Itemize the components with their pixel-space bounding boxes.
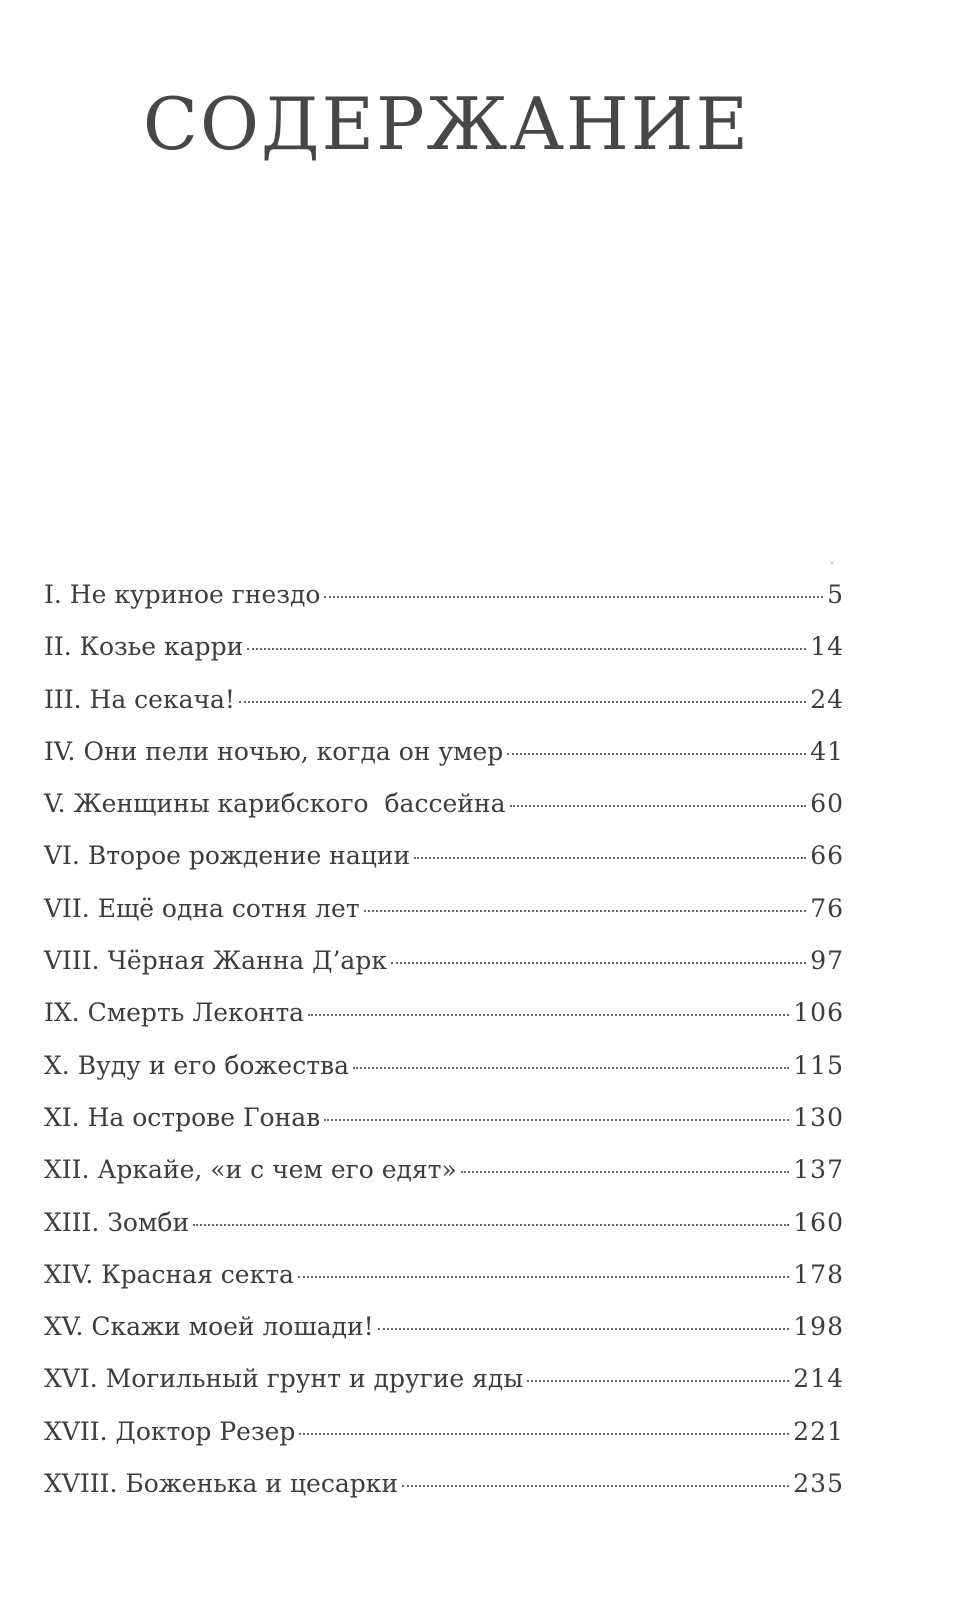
dot-leader xyxy=(298,1276,789,1278)
toc-entry xyxy=(44,737,844,789)
dot-leader xyxy=(193,1224,789,1226)
toc-entry xyxy=(44,946,844,998)
table-of-contents xyxy=(44,580,844,1521)
toc-entry-page: 235 xyxy=(793,1469,844,1499)
toc-entry-page: 24 xyxy=(810,684,844,714)
toc-entry-title: II. Козье карри xyxy=(44,632,244,662)
toc-entry-title: XVI. Могильный грунт и другие яды xyxy=(44,1364,524,1394)
print-speck xyxy=(831,562,833,564)
dot-leader xyxy=(507,753,806,755)
toc-entry-title: X. Вуду и его божества xyxy=(44,1050,350,1080)
toc-entry-page: 97 xyxy=(810,946,844,976)
toc-entry xyxy=(44,580,844,632)
dot-leader xyxy=(239,701,806,703)
toc-entry-title: VIII. Чёрная Жанна Д’арк xyxy=(44,946,387,976)
toc-entry-page: 198 xyxy=(793,1312,844,1342)
toc-entry-page: 106 xyxy=(793,998,844,1028)
toc-entry-title: V. Женщины карибского бассейна xyxy=(44,789,506,819)
dot-leader xyxy=(247,648,806,650)
toc-entry-page: 130 xyxy=(793,1102,844,1132)
toc-entry xyxy=(44,1312,844,1364)
toc-entry xyxy=(44,1051,844,1103)
toc-entry xyxy=(44,1103,844,1155)
toc-entry xyxy=(44,632,844,684)
toc-entry-page: 14 xyxy=(810,632,844,662)
toc-entry-page: 214 xyxy=(793,1364,844,1394)
toc-entry-page: 76 xyxy=(810,893,844,923)
toc-entry-title: XII. Аркайе, «и с чем его едят» xyxy=(44,1155,457,1185)
toc-entry-title: XIV. Красная секта xyxy=(44,1259,294,1289)
dot-leader xyxy=(510,805,807,807)
toc-entry-page: 160 xyxy=(793,1207,844,1237)
dot-leader xyxy=(461,1171,789,1173)
toc-entry xyxy=(44,998,844,1050)
dot-leader xyxy=(324,596,823,598)
toc-entry-title: IV. Они пели ночью, когда он умер xyxy=(44,736,504,766)
dot-leader xyxy=(378,1328,790,1330)
toc-entry-title: XIII. Зомби xyxy=(44,1207,190,1237)
toc-entry-page: 221 xyxy=(793,1416,844,1446)
dot-leader xyxy=(299,1433,789,1435)
toc-entry-page: 137 xyxy=(793,1155,844,1185)
dot-leader xyxy=(391,962,806,964)
toc-entry-page: 5 xyxy=(827,580,844,609)
dot-leader xyxy=(308,1014,789,1016)
page-title: СОДЕРЖАНИЕ xyxy=(142,82,751,166)
toc-entry-title: VII. Ещё одна сотня лет xyxy=(44,893,360,923)
toc-entry xyxy=(44,789,844,841)
dot-leader xyxy=(414,857,806,859)
toc-entry-page: 41 xyxy=(810,736,844,766)
toc-entry xyxy=(44,1417,844,1469)
dot-leader xyxy=(402,1485,789,1487)
dot-leader xyxy=(353,1067,789,1069)
toc-entry xyxy=(44,894,844,946)
toc-entry-title: XVII. Доктор Резер xyxy=(44,1416,296,1446)
toc-entry-title: XI. На острове Гонав xyxy=(44,1102,321,1132)
toc-entry xyxy=(44,1155,844,1207)
dot-leader xyxy=(527,1380,789,1382)
toc-entry xyxy=(44,1208,844,1260)
toc-entry-title: XVIII. Боженька и цесарки xyxy=(44,1469,399,1499)
toc-entry-page: 178 xyxy=(793,1259,844,1289)
toc-entry-title: III. На секача! xyxy=(44,684,235,714)
toc-entry-title: VI. Второе рождение нации xyxy=(44,841,411,871)
toc-entry-title: I. Не куриное гнездо xyxy=(44,580,321,609)
toc-entry-page: 115 xyxy=(793,1050,844,1080)
dot-leader xyxy=(364,910,807,912)
toc-entry-title: IX. Смерть Леконта xyxy=(44,998,305,1028)
toc-entry-title: XV. Скажи моей лошади! xyxy=(44,1312,374,1342)
toc-entry xyxy=(44,1469,844,1521)
toc-entry xyxy=(44,685,844,737)
toc-entry-page: 66 xyxy=(810,841,844,871)
toc-entry-page: 60 xyxy=(810,789,844,819)
dot-leader xyxy=(324,1119,789,1121)
toc-entry xyxy=(44,1364,844,1416)
toc-entry xyxy=(44,841,844,893)
toc-entry xyxy=(44,1260,844,1312)
